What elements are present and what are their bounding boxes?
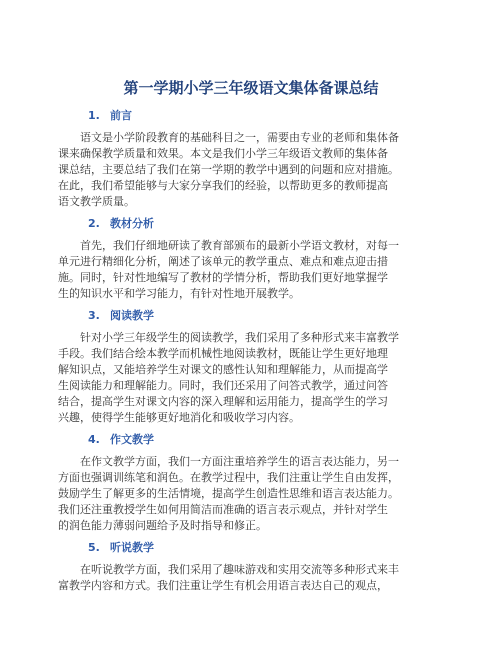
document-title: 第一学期小学三年级语文集体备课总结	[123, 79, 379, 97]
paragraph-line: 兴趣，使得学生能够更好地消化和吸收学习内容。	[58, 411, 300, 424]
section-heading	[88, 108, 444, 124]
paragraph-line: 我们还注重教授学生如何用简洁而准确的语言表示观点，并针对学生	[58, 503, 388, 516]
paragraph-line: 单元进行精细化分析，阐述了该单元的教学重点、难点和难点迎击措	[58, 255, 388, 268]
paragraph-line: 结合，提高学生对课文内容的深入理解和运用能力，提高学生的学习	[58, 395, 388, 408]
paragraph-line: 在听说教学方面，我们采用了趣味游戏和实用交流等多种形式来丰	[80, 563, 399, 576]
paragraph-line: 方面也强调训练笔和润色。在教学过程中，我们注重让学生自由发挥，	[58, 471, 399, 484]
paragraph-line: 语文教学质量。	[58, 195, 135, 208]
section-heading	[88, 308, 444, 324]
paragraph-line: 生阅读能力和理解能力。同时，我们还采用了问答式教学，通过问答	[58, 379, 388, 392]
paragraph-line: 解知识点，又能培养学生对课文的感性认知和理解能力，从而提高学	[58, 363, 388, 376]
section-2	[58, 216, 444, 302]
section-heading	[88, 540, 444, 556]
paragraph-line: 首先，我们仔细地研读了教育部颁布的最新小学语文教材，对每一	[80, 239, 399, 252]
paragraph-line: 生的知识水平和学习能力，有针对性地开展教学。	[58, 287, 300, 300]
section-paragraph	[58, 130, 444, 210]
paragraph-line: 手段。我们结合绘本教学而机械性地阅读教材，既能让学生更好地理	[58, 347, 388, 360]
section-heading	[88, 216, 444, 232]
paragraph-line: 的润色能力薄弱问题给予及时指导和修正。	[58, 519, 267, 532]
section-heading-text: 听说教学	[110, 541, 154, 554]
paragraph-line: 在此，我们希望能够与大家分享我们的经验，以帮助更多的教师提高	[58, 179, 388, 192]
paragraph-line: 富教学内容和方式。我们注重让学生有机会用语言表达自己的观点，	[58, 579, 388, 592]
section-heading-text: 作文教学	[110, 433, 154, 446]
paragraph-line: 施。同时，针对性地编写了教材的学情分析，帮助我们更好地掌握学	[58, 271, 388, 284]
paragraph-line: 在作文教学方面，我们一方面注重培养学生的语言表达能力，另一	[80, 455, 399, 468]
section-paragraph	[58, 238, 444, 302]
section-3	[58, 308, 444, 426]
section-heading-text: 阅读教学	[110, 309, 154, 322]
section-heading	[88, 432, 444, 448]
paragraph-line: 鼓励学生了解更多的生活情境，提高学生创造性思维和语言表达能力。	[58, 487, 399, 500]
paragraph-line: 语文是小学阶段教育的基础科目之一，需要由专业的老师和集体备	[80, 131, 399, 144]
paragraph-line: 课总结，主要总结了我们在第一学期的教学中遇到的问题和应对措施。	[58, 163, 399, 176]
paragraph-line: 课来确保教学质量和效果。本文是我们小学三年级语文教师的集体备	[58, 147, 388, 160]
section-paragraph	[58, 562, 444, 594]
section-number: 3.	[88, 309, 100, 322]
document-body	[58, 108, 444, 594]
section-1	[58, 108, 444, 210]
section-5	[58, 540, 444, 594]
paragraph-line: 针对小学三年级学生的阅读教学，我们采用了多种形式来丰富教学	[80, 331, 399, 344]
section-paragraph	[58, 330, 444, 426]
section-paragraph	[58, 454, 444, 534]
section-4	[58, 432, 444, 534]
section-number: 5.	[88, 541, 100, 554]
section-heading-text: 前言	[110, 109, 132, 122]
section-heading-text: 教材分析	[110, 217, 154, 230]
section-number: 1.	[88, 109, 100, 122]
section-number: 2.	[88, 217, 100, 230]
section-number: 4.	[88, 433, 100, 446]
